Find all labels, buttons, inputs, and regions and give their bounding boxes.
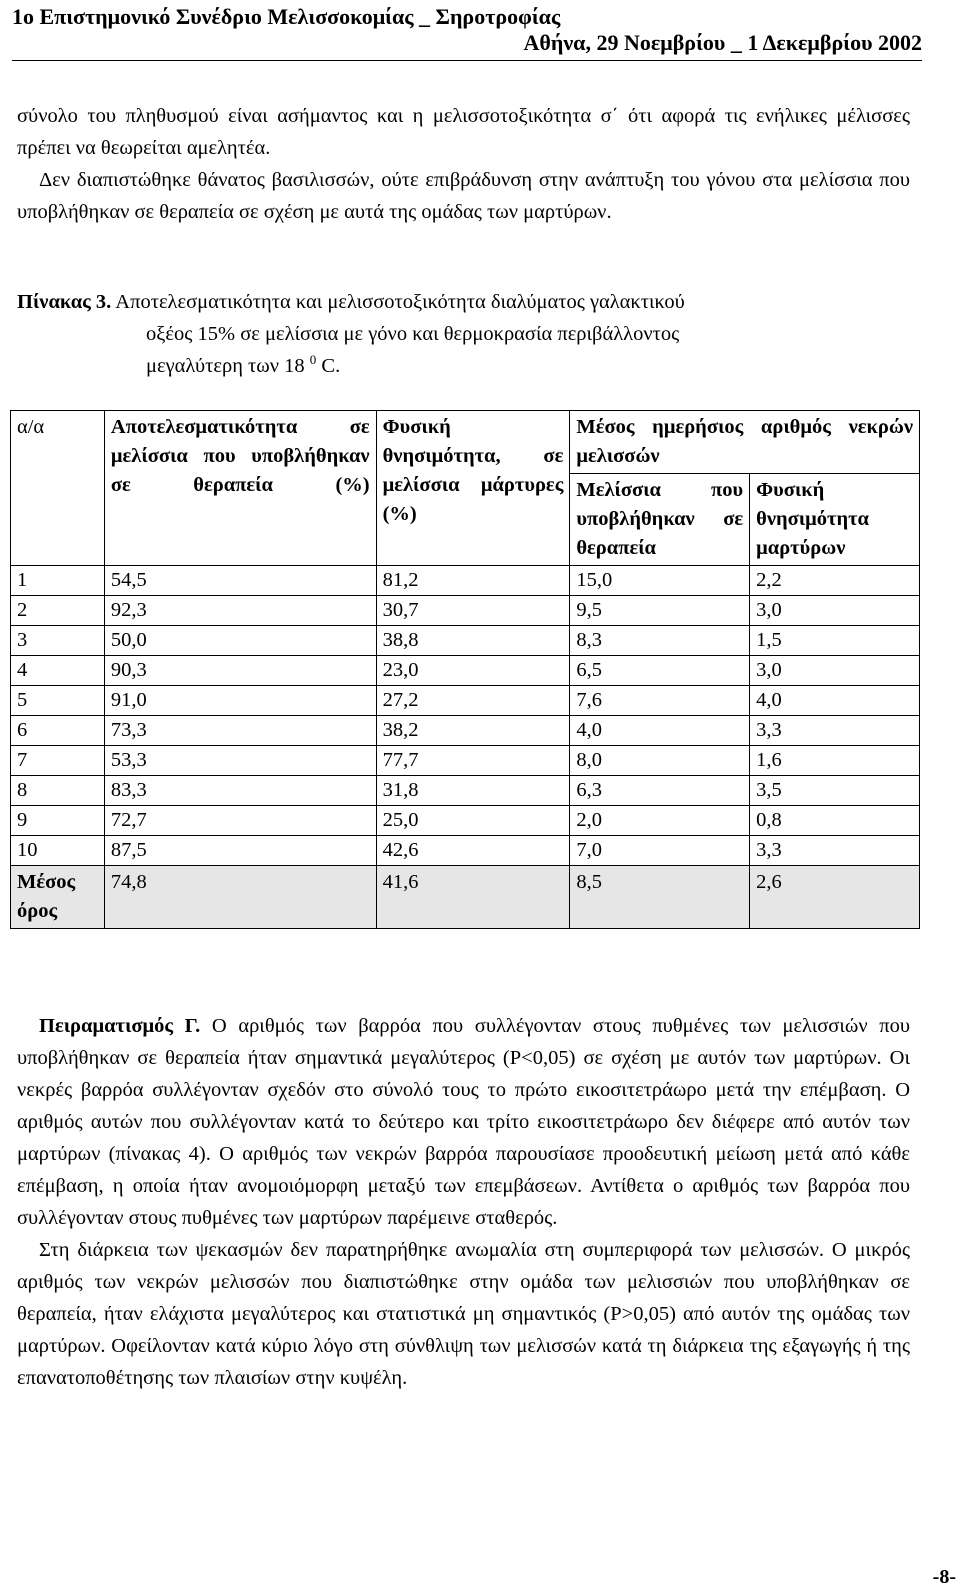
mean-value: 74,8 <box>104 866 376 929</box>
table-cell: 7,0 <box>570 836 750 866</box>
table-cell: 4,0 <box>570 716 750 746</box>
table-cell: 91,0 <box>104 686 376 716</box>
table-cell: 15,0 <box>570 566 750 596</box>
caption-line-3: μεγαλύτερη των 18 $^0$ C. <box>146 352 341 377</box>
table-row <box>11 626 920 656</box>
table-cell: 23,0 <box>376 656 570 686</box>
table-row <box>11 806 920 836</box>
table-cell: 77,7 <box>376 746 570 776</box>
mean-value: 41,6 <box>376 866 570 929</box>
mean-value: 2,6 <box>750 866 920 929</box>
table-cell: 50,0 <box>104 626 376 656</box>
table-cell: 9 <box>11 806 105 836</box>
table-cell: 7,6 <box>570 686 750 716</box>
table-cell: 0,8 <box>750 806 920 836</box>
table-cell: 54,5 <box>104 566 376 596</box>
caption-label: Πίνακας 3. <box>17 291 112 313</box>
table-row <box>11 836 920 866</box>
table-cell: 92,3 <box>104 596 376 626</box>
table-cell: 3,5 <box>750 776 920 806</box>
header-index: α/α <box>11 411 105 566</box>
page-header <box>0 0 960 60</box>
table-cell: 1,6 <box>750 746 920 776</box>
intro-text-1: σύνολο του πληθυσμού είναι ασήμαντος και η μελισσοτοξικότητα σ΄ ότι αφορά τις ενήλικες μέλισσες πρέπει να θεωρείται αμελητέα. <box>17 105 910 159</box>
table-row <box>11 746 920 776</box>
table-cell: 90,3 <box>104 656 376 686</box>
table-cell: 9,5 <box>570 596 750 626</box>
table-cell: 3,0 <box>750 656 920 686</box>
table-cell: 2,2 <box>750 566 920 596</box>
table-cell: 7 <box>11 746 105 776</box>
table-row <box>11 656 920 686</box>
table-cell: 30,7 <box>376 596 570 626</box>
mean-value: 8,5 <box>570 866 750 929</box>
table-row <box>11 596 920 626</box>
table-row <box>11 686 920 716</box>
table-cell: 3,3 <box>750 836 920 866</box>
table-row <box>11 776 920 806</box>
table-cell: 2 <box>11 596 105 626</box>
table-cell: 8 <box>11 776 105 806</box>
table-cell: 4,0 <box>750 686 920 716</box>
mean-label: Μέσος όρος <box>11 866 105 929</box>
experiment-paragraph <box>17 1010 910 1394</box>
page-number: -8- <box>932 1566 956 1588</box>
table-cell: 27,2 <box>376 686 570 716</box>
table-cell: 1,5 <box>750 626 920 656</box>
table-cell: 10 <box>11 836 105 866</box>
header-natural-mortality: Φυσική θνησιμότητα, σε μελίσσια μάρτυρες (%) <box>376 411 570 566</box>
table-row <box>11 566 920 596</box>
header-treated-colonies: Μελίσσια που υποβλήθηκαν σε θεραπεία <box>570 474 750 566</box>
header-control-mortality: Φυσική θνησιμότητα μαρτύρων <box>750 474 920 566</box>
table-cell: 6,5 <box>570 656 750 686</box>
table-cell: 3 <box>11 626 105 656</box>
table-mean-row <box>11 866 920 929</box>
caption-superscript: 0 <box>309 352 317 368</box>
table-cell: 87,5 <box>104 836 376 866</box>
table-cell: 25,0 <box>376 806 570 836</box>
table-cell: 73,3 <box>104 716 376 746</box>
table-row <box>11 716 920 746</box>
conference-title: 1ο Επιστημονικό Συνέδριο Μελισσοκομίας _ Σηροτροφίας <box>12 4 561 29</box>
header-divider <box>12 60 922 61</box>
table-cell: 81,2 <box>376 566 570 596</box>
experiment-text-1: Ο αριθμός των βαρρόα που συλλέγονταν στους πυθμένες των μελισσιών που υποβλήθηκαν σε θεραπεία ήταν σημαντικά μεγαλύτερος (P<0,05) σε σχέση με αυτόν των μαρτύρων. Οι νεκρές βαρρόα συλλέγονταν σχεδόν στο σύνολό τους το πρώτο εικοσιτετράωρο μετά την επέμβαση. Ο αριθμός αυτών που συλλέγονταν κατά το δεύτερο και τρίτο εικοσιτετράωρο δεν διέφερε από αυτόν των μαρτύρων (πίνακας 4). Ο αριθμός των νεκρών βαρρόα παρουσίασε προοδευτική μείωση μετά από κάθε επέμβαση, η οποία ήταν ανομοιόμορφη μεταξύ των επεμβάσεων. Αντίθετα ο αριθμός των βαρρόα που συλλέγονταν στους πυθμένες των μαρτύρων παρέμεινε σταθερός. <box>17 1015 910 1229</box>
table-cell: 2,0 <box>570 806 750 836</box>
experiment-text-2: Στη διάρκεια των ψεκασμών δεν παρατηρήθηκε ανωμαλία στη συμπεριφορά των μελισσών. Ο μικρός αριθμός των νεκρών μελισσών που διαπιστώθηκε στην ομάδα των μελισσιών που υποβλήθηκαν σε θεραπεία, ήταν ελάχιστα μεγαλύτερος και στατιστικά μη σημαντικός (P>0,05) από αυτόν της ομάδας των μαρτύρων. Οφείλονταν κατά κύριο λόγο στη σύνθλιψη των μελισσών κατά τη διάρκεια της εξαγωγής ή της επανατοποθέτησης των πλαισίων στην κυψέλη. <box>17 1239 910 1389</box>
experiment-lead: Πειραματισμός Γ. <box>39 1015 201 1037</box>
table-cell: 6,3 <box>570 776 750 806</box>
table-cell: 31,8 <box>376 776 570 806</box>
table-cell: 53,3 <box>104 746 376 776</box>
header-efficacy: Αποτελεσματικότητα σε μελίσσια που υποβλήθηκαν σε θεραπεία (%) <box>104 411 376 566</box>
table-cell: 1 <box>11 566 105 596</box>
results-table <box>10 410 920 929</box>
table-cell: 8,0 <box>570 746 750 776</box>
caption-line-2: οξέος 15% σε μελίσσια με γόνο και θερμοκρασία περιβάλλοντος <box>146 323 680 345</box>
table-cell: 72,7 <box>104 806 376 836</box>
table-caption <box>17 286 910 382</box>
header-daily-dead-bees: Μέσος ημερήσιος αριθμός νεκρών μελισσών <box>570 411 920 474</box>
table-cell: 3,0 <box>750 596 920 626</box>
caption-line-1: Αποτελεσματικότητα και μελισσοτοξικότητα διαλύματος γαλακτικού <box>115 291 685 313</box>
table-cell: 38,2 <box>376 716 570 746</box>
table-cell: 8,3 <box>570 626 750 656</box>
table-cell: 83,3 <box>104 776 376 806</box>
conference-dates: Αθήνα, 29 Νοεμβρίου _ 1 Δεκεμβρίου 2002 <box>523 30 922 55</box>
table-cell: 38,8 <box>376 626 570 656</box>
table-header-row <box>11 411 920 474</box>
table-cell: 3,3 <box>750 716 920 746</box>
table-cell: 4 <box>11 656 105 686</box>
intro-text-2: Δεν διαπιστώθηκε θάνατος βασιλισσών, ούτε επιβράδυνση στην ανάπτυξη του γόνου στα μελίσσια που υποβλήθηκαν σε θεραπεία σε σχέση με αυτά της ομάδας των μαρτύρων. <box>17 169 910 223</box>
intro-paragraph <box>17 100 910 228</box>
table-cell: 42,6 <box>376 836 570 866</box>
table-cell: 5 <box>11 686 105 716</box>
table-cell: 6 <box>11 716 105 746</box>
